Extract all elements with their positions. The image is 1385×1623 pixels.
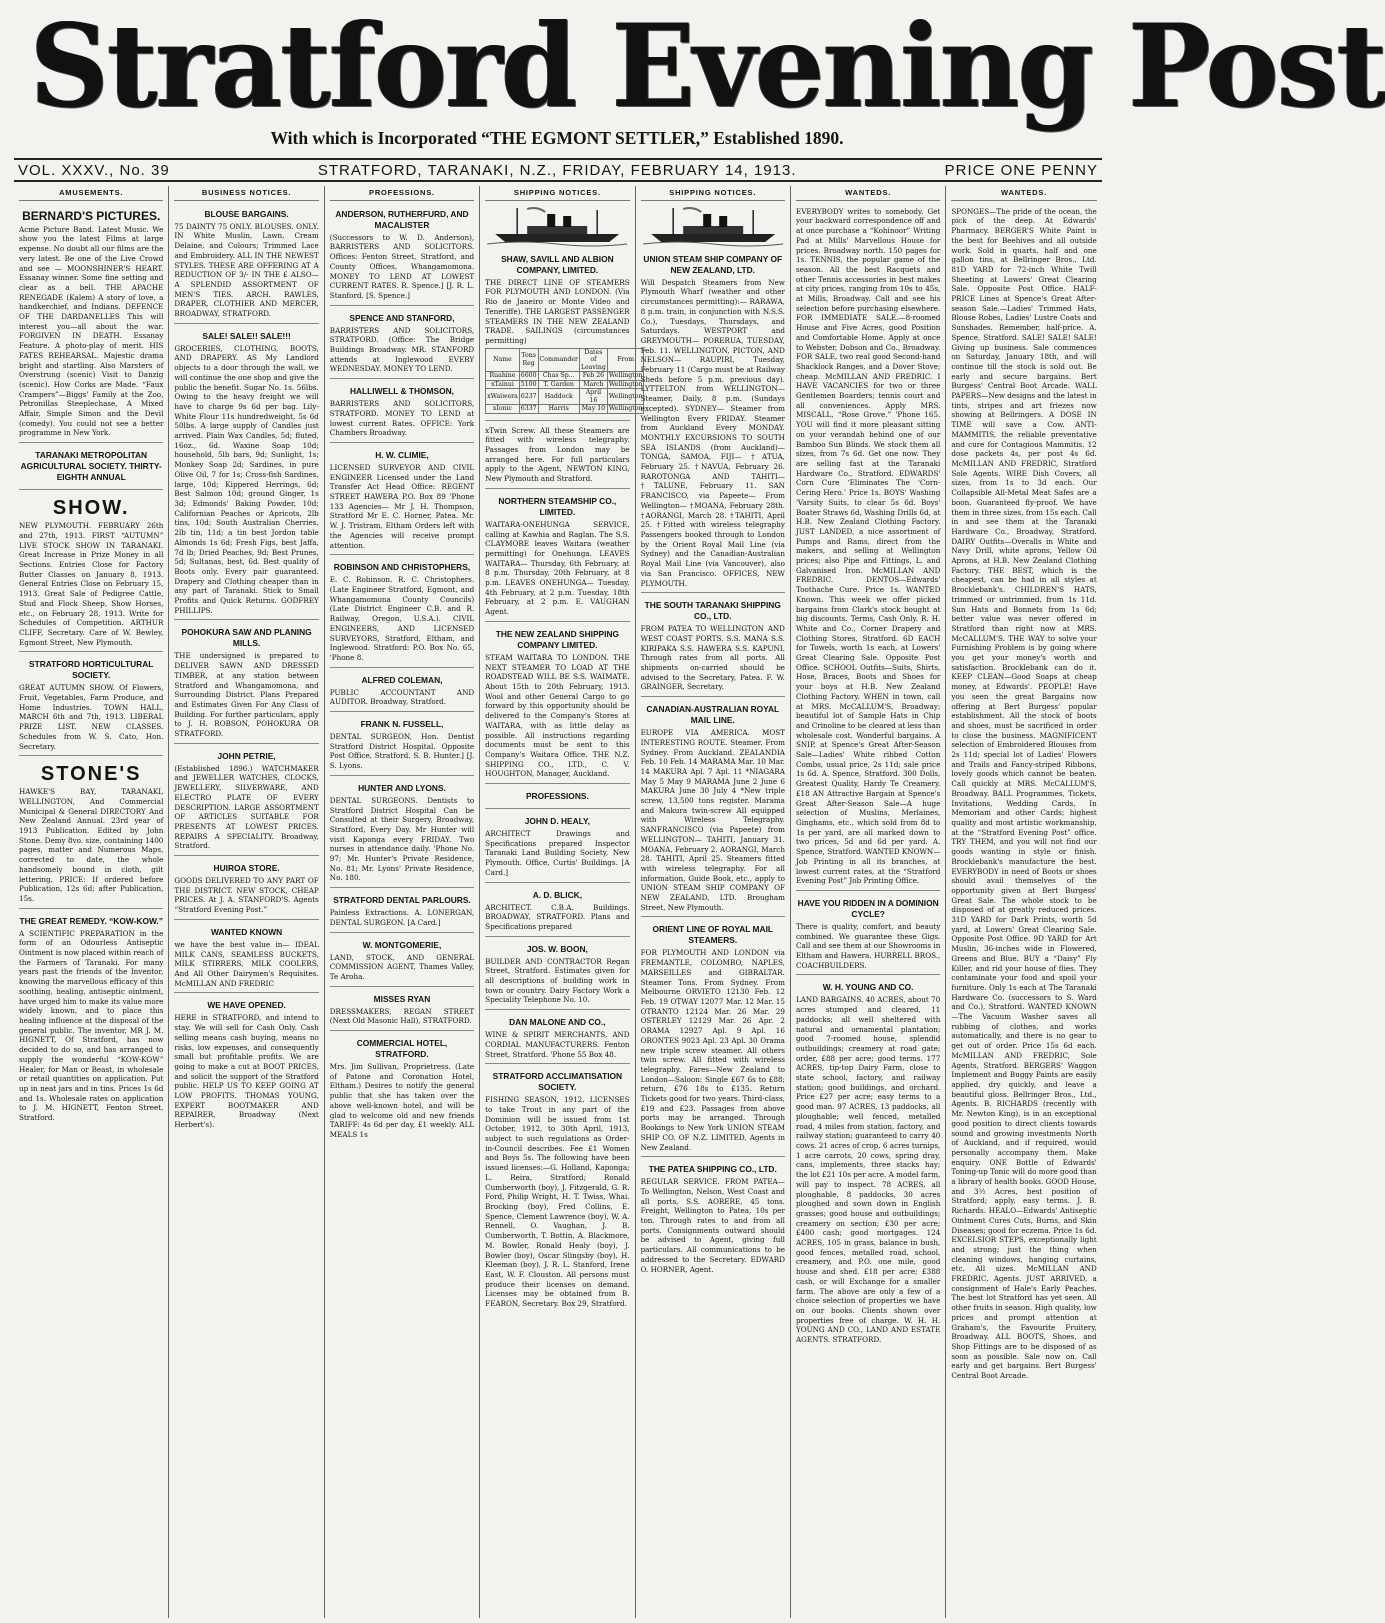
ad-title: UNION STEAM SHIP COMPANY OF NEW ZEALAND, LTD. <box>643 253 783 275</box>
ad-body: PUBLIC ACCOUNTANT AND AUDITOR. Broadway, Stratford. <box>329 687 475 707</box>
table-cell: Chas Sp... <box>538 372 579 381</box>
ad-title: COMMERCIAL HOTEL, STRATFORD. <box>356 1038 448 1060</box>
ad-body: xTwin Screw. All these Steamers are fitted with wireless telegraphy. Passages from London may be arranged here. For full particulars apply to the Agent, NEWTON KING, New Plymouth and Stratford. <box>485 425 630 484</box>
ad-title: WANTED KNOWN <box>210 926 283 937</box>
table-cell: Ruahine <box>486 372 520 381</box>
table-cell: Wellington <box>608 380 643 388</box>
ad-body: BARRISTERS AND SOLICITORS, STRATFORD. MONEY TO LEND at lowest current Rates. OFFICE: York Chambers Broadway. <box>329 399 475 438</box>
ad-body: HERE in STRATFORD, and intend to stay. We will sell for Cash Only. Cash selling means cash buying, means no risks, low expenses, and consequently small but profitable profits. We are going to make a cut at BOOT PRICES, and solicit the support of the Stratford public. HELP US TO KEEP GOING AT LOW PROFITS. THOMAS YOUNG, EXPERT BOOTMAKER AND REPAIRER, Broadway (Next Herbert's). <box>174 1013 319 1130</box>
table-cell: xWaiwera <box>486 389 520 405</box>
ad-body: (Established 1896.) WATCHMAKER and JEWELLER WATCHES, CLOCKS, JEWELLERY, SILVERWARE, AND ELECTRO PLATE OF EVERY DESCRIPTION. LARGE ASSORTMENT OF ARTICLES SUITABLE FOR PRESENTS AT LOWEST PRICES. REPAIRS A SPECIALITY. Broadway, Stratford. <box>174 763 319 851</box>
ad-title: TARANAKI METROPOLITAN AGRICULTURAL SOCIETY. THIRTY-EIGHTH ANNUAL <box>20 450 162 483</box>
steamship-illustration <box>485 204 629 246</box>
advertisement <box>19 445 163 490</box>
ad-title: STRATFORD HORTICULTURAL SOCIETY. <box>29 659 154 681</box>
advertisement <box>19 654 163 756</box>
ad-title: FRANK N. FUSSELL, <box>360 719 444 730</box>
ad-title: HUIROA STORE. <box>213 863 280 874</box>
column-heading: AMUSEMENTS. <box>19 186 163 201</box>
ad-title: HALLIWELL & THOMSON, <box>349 386 454 397</box>
ad-body: BUILDER AND CONTRACTOR Regan Street, Stratford. Estimates given for all descriptions of building work in town or country. Dairy Factory Work a Speciality Telephone No. 10. <box>485 956 630 1005</box>
table-cell: May 10 <box>579 405 607 414</box>
ad-body: Will Despatch Steamers from New Plymouth Wharf (weather and other circumstances permitting):— RARAWA, 8 p.m. train, in conjunction with N.S.S. Co.), Tuesdays, Thursdays, and Saturdays. WESTPORT and GREYMOUTH— PORERUA, TUESDAY, Feb. 11. WELLINGTON, PICTON, AND NELSON— RAUPIRI, Tuesday, February 11 (Cargo must be at Railway Sheds before 5 p.m. previous day). LYTTELTON from WELLINGTON— Steamer, Daily, 8 p.m. (Sundays excepted). SYDNEY— Steamer from Wellington Every FRIDAY. Steamer from Auckland Every MONDAY. MONTHLY EXCURSIONS TO SOUTH SEA ISLANDS (from Auckland)— TONGA, SAMOA, FIJI— †ATUA, February 25. †NAVUA, February 26. RAROTONGA AND TAHITI— †TALUNE, February 11. SAN FRANCISCO, via Papeete— From Wellington— †MOANA, February 28th. †AORANGI, March 28. †TAHITI, April 25. †Fitted with wireless telegraphy Passengers booked through to London by the Orient Royal Mail Line (via Sydney) and the Canadian-Australian Royal Mail Line (via Vancouver), also via San Francisco. OFFICES, NEW PLYMOUTH. <box>640 277 785 588</box>
table-cell: 6600 <box>520 372 537 380</box>
advertisement <box>641 595 785 697</box>
sailings-table <box>485 348 644 414</box>
table-header: Name <box>486 348 520 372</box>
column-heading: PROFESSIONS. <box>330 186 474 201</box>
table-cell: Wellington <box>608 372 643 380</box>
advertisement <box>174 995 318 1133</box>
ad-body: HAWKE'S BAY, TARANAKI, WELLINGTON, And Commercial Municipal & General DIRECTORY And New Zealand Annual. 23rd year of 1913 Publication. Edited by John Stone. Demy 8vo. size, containing 1400 pages, matter and Numerous Maps, corrected to date, the whole handsomely bound in cloth, gilt lettering. PRICE: If ordered before Publication, 12s 6d; after Publication, 15s. <box>19 787 164 903</box>
ad-body: There is quality, comfort, and beauty combined. We guarantee these Gigs. Call and see them at our Showrooms in Eltham and Hawera. HURRELL BROS., COACHBUILDERS. <box>795 921 941 970</box>
ad-title: THE GREAT REMEDY. “KOW-KOW.” <box>19 915 163 926</box>
column-6 <box>791 186 946 1618</box>
ad-body: we have the best value in— IDEAL MILK CANS, SEAMLESS BUCKETS, MILK STIRRERS, MILK COOLERS, And All Other Dairymen's Requisites. McMILLAN AND FREDRIC <box>174 939 319 988</box>
advertisement <box>330 890 474 932</box>
ad-body: WAITARA-ONEHUNGA SERVICE, calling at Kawhia and Raglan. The S.S. CLAYMORE leaves Waitara (weather permitting) for Onehunga. LEAVES WAITARA— Thursday, 6th February, at 8 p.m. Thursday, 20th February, at 8 p.m. LEAVES ONEHUNGA— Tuesday, 4th February, at 2 p.m. Tuesday, 18th February, at 2 p.m. E. VAUGHAN Agent. <box>485 519 630 617</box>
ad-title: ROBINSON AND CHRISTOPHERS, <box>333 562 471 573</box>
ad-body: E. C. Robinson. R. C. Christophers. (Late Engineer Stratford, Egmont, and Whangamomona County Councils) (Late District Engineer C.B. and R. Railway, Oregon, U.S.A.). CIVIL ENGINEERS, AND LICENSED SURVEYORS, Stratford, Eltham, and Inglewood. Stratford: P.O. Box No. 65, 'Phone 8. <box>329 575 475 662</box>
column-4 <box>480 186 643 1618</box>
ad-body: A SCIENTIFIC PREPARATION in the form of an Odourless Antiseptic Ointment is now placed within reach of the Farmers of Taranaki. For many years past the friends of the Inventor, knowing the marvellous efficacy of this soothing, healing, antiseptic ointment, have urged him to make its value more widely known, and to place this healing influence at the disposal of the general public. The inventor, MR J. M. HIGNETT, Of Stratford, has now decided to do so, and has arranged to supply the wonderful “KOW-KOW” Healer, for Man or Beast, in wholesale or retail quantities on application. Put up in neat jars and in tins. Prices 1s 6d and 1s. Wholesale rates on application to J. M. HIGNETT, Fenton Street, Stratford. <box>19 928 164 1123</box>
ad-body: REGULAR SERVICE. FROM PATEA— To Wellington, Nelson, West Coast and all ports, S.S. AORERE, 45 tons. Freight, Wellington to Patea, 10s per ton. Through rates to and from all ports. Consignments outward should be advised to Agent, giving full particulars. All communications to be addressed to the Secretary. EDWARD O. HORNER, Agent. <box>640 1177 785 1274</box>
column-heading: SHIPPING NOTICES. <box>485 186 629 201</box>
columns <box>14 186 1102 1618</box>
table-cell: Harris <box>538 405 579 414</box>
ad-body: Painless Extractions. A. LONERGAN, DENTAL SURGEON. [A Card.] <box>329 908 475 927</box>
advertisement <box>485 939 629 1011</box>
table-header: Commander <box>538 348 579 372</box>
table-cell: March <box>579 380 607 389</box>
ad-title: SHOW. <box>52 497 130 520</box>
advertisement <box>174 858 318 920</box>
table-cell: xTainui <box>486 380 520 389</box>
advertisement <box>174 204 318 324</box>
ad-body: Acme Picture Band. Latest Music. We show you the latest Films at large expense. No doubt all our films are the very latest. Be one of the Live Crowd and see — MOONSHINER'S HEART. Essanay winner. Some fine setting and clear as a bell. THE APACHE RENEGADE (Kalem) A story of love, a handkerchief, and Indians. DEFENCE OF THE DARDANELLES This will interest you—all about the war. FORGIVEN IN DEATH. Essanay Feature. A photo-play of merit. HIS FATES REHEARSAL. Majestic drama bright and startling. Also Marsters of Overstrung (scenic) Visit to Danzig (scenic). How Corks are Made. “Faux Crampers”—Biggs' Family at the Zoo, Petronillas Steeplechase, A Mixed Affair, Simple Simon and the Devil (comedy). You could not see a better programme in New York. <box>19 224 164 438</box>
ad-title: JOS. W. BOON, <box>526 943 588 954</box>
advertisement <box>330 989 474 1031</box>
ad-body: BARRISTERS AND SOLICITORS, STRATFORD. (Office: The Bridge Buildings Broadway. MR. STANFORD attends at Inglewood EVERY WEDNESDAY. MONEY TO LEND. <box>329 325 475 374</box>
ad-title: THE SOUTH TARANAKI SHIPPING CO., LTD. <box>644 600 781 622</box>
advertisement <box>485 491 629 622</box>
advertisement <box>330 308 474 380</box>
ad-title: H. W. CLIMIE, <box>375 449 429 460</box>
ad-body: ARCHITECT. C.B.A. Buildings. BROADWAY, STRATFORD. Plans and Specifications prepared <box>485 902 630 931</box>
ad-body: 75 DAINTY 75 ONLY. BLOUSES. ONLY. IN White Muslin, Lawn, Cream Delaine, and Colours; Trimmed Lace and Embroidery. ALL IN THE NEWEST STYLES. THESE ARE OFFERING AT A REDUCTION OF 3/- IN THE £ ALSO— A SPLENDID ASSORTMENT OF MEN'S TIES. ARCH. RAWLES, DRAPER, CLOTHIER AND MERCER, BROADWAY, STRATFORD. <box>174 221 319 319</box>
column-2 <box>169 186 324 1618</box>
ad-body: LAND BARGAINS. 40 ACRES, about 70 acres stumped and cleared, 11 paddocks; all well sheltered with natural and ornamental plantation; good 7-roomed house, splendid outbuildings; creamery at road gate; order, £88 per acre; good terms. 177 ACRES, tip-top Dairy Farm, close to state school, factory, and railway station; good buildings, and orchard. Price £27 per acre; easy terms to a good man. 97 ACRES, 13 paddocks, all ploughable; well fenced, metalled road, 4 miles from station, factory, and railway station; guaranteed to carry 40 cows. 21 acres of crop, 6 acres turnips, 1 acre carrots, 20 cows, spring dray, cans, implements, three stacks hay; the lot £21 10s per acre. A model farm, will pay to inspect. 78 ACRES, all ploughable, 8 paddocks, 30 acres ploughed and sown down in English grasses; good house and outbuildings; creamery on section; £30 per acre; £400 cash; good mortgages. 124 ACRES, 105 in grass, balance in bush, good fences, metalled road, school, creamery, and P.O. one mile, good house and shed. £18 per acre; £388 cash, or will Exchange for a smaller farm. The above are only a few of a choice selection of properties we have on our books. Clients shown over properties free of charge. W. H. H. YOUNG AND CO., LAND AND ESTATE AGENTS. STRATFORD. <box>795 995 941 1345</box>
advertisement <box>796 204 940 891</box>
price: PRICE ONE PENNY <box>944 161 1098 179</box>
table-cell: April 16 <box>579 389 607 405</box>
ad-body: FISHING SEASON, 1912. LICENSES to take Trout in any part of the Dominion will be issued from 1st October, 1912, to 30th April, 1913, subject to such regulations as Order-in-Council describes. Fee £1 Women and Boys 5s. The following have been issued licenses:—G. Holland, Kaponga; L. Reira, Stratford; Ronald Cumberworth (boy), J. Fitzgerald, G. R. Ford, Philip Wright, H. T. Twiss, Whai. Brocking (boy), Fred Collins, E. Spence, Clement Lawrence (boy), W. A. Rennell, O. Vaughan, J. B. Cumberworth, T. Bottin, A. Blackmore, M. Bowler, Ronald Healy (boy), J. Bowler (boy), Oscar Slingsby (boy), H. Kleeman (boy), J. R. L. Stanford, Irene East, W. F. Clouston. All persons must produce their licenses on demand. Licenses may be obtained from B. FEARON, Secretary. Box 29, Stratford. <box>485 1095 630 1309</box>
ad-body: ARCHITECT Drawings and Specifications prepared Inspector Taranaki Land Building Society, New Plymouth. Office, Curtis' Buildings. [A Card.] <box>485 829 630 877</box>
ad-title: ANDERSON, RUTHERFURD, AND MACALISTER <box>335 208 469 230</box>
advertisement <box>485 885 629 937</box>
ad-body: NEW PLYMOUTH. FEBRUARY 26th and 27th, 1913. FIRST “AUTUMN” LIVE STOCK SHOW IN TARANAKI. Great Increase in Prize Money in all Sections. Entries Close for Factory Butter Classes on January 8, 1913. General Entries Close on February 15, 1913. Great Sale of Pedigree Cattle, Stud and Flock Sheep, Show Horses, etc., on February 28, 1913. Write for Schedules of Competition. ARTHUR CLIFF, Secretary. Care of W. Bewley, Egmont Street, New Plymouth. <box>19 521 164 647</box>
ad-title: W. H. YOUNG AND CO. <box>822 982 914 993</box>
ad-body: DENTAL SURGEON, Hon. Dentist Stratford District Hospital. Opposite Post Office, Stratford. S. B. Hunter.] [J. S. Lyons. <box>329 732 475 771</box>
ad-body: FOR PLYMOUTH AND LONDON via FREMANTLE, COLOMBO, NAPLES, MARSEILLES and GIBRALTAR. Steamer Tons. From Sydney. From Melbourne ORVIETO 12130 Feb. 12 Feb. 19 OTWAY 12077 Mar. 12 Mar. 15 OTRANTO 12124 Mar. 26 Mar. 29 OSTERLEY 12129 Mar. 26 Apr. 2 ORAMA 12927 Apl. 9 Apl. 16 ORONTES 9023 Apl. 23 Apl. 30 Orama new triple screw steamer. All others twin screw. All fitted with wireless telegraphy. Fares—New Zealand to London—Saloon: Single £67 6s to £88; return, £76 18s to £135. Return Tickets good for two years. Third-class, £19 and £23. Passages from above ports may be arranged. Through Bookings to New York UNION STEAM SHIP CO. OF N.Z. LIMITED, Agents in New Zealand. <box>640 948 785 1152</box>
ad-title: JOHN D. HEALY, <box>524 816 591 827</box>
ad-body: GREAT AUTUMN SHOW. Of Flowers, Fruit, Vegetables, Farm Produce, and Home Industries. TOWN HALL, MARCH 6th and 7th, 1913. LIBERAL PRIZE LIST. NEW CLASSES. Schedules from W. S. Cato, Hon. Secretary. <box>19 683 164 751</box>
column-heading: WANTEDS. <box>951 186 1096 201</box>
advertisement <box>330 670 474 712</box>
advertisement <box>485 624 629 784</box>
advertisement <box>641 1159 785 1278</box>
advertisement <box>330 204 474 306</box>
advertisement <box>330 1033 474 1144</box>
ad-body: Mrs. Jim Sullivan, Proprietress. (Late of Patone and Coronation Hotel, Eltham.) Desires to notify the general public that she has taken over the above well-known hotel, and will be glad to welcome old and new friends TARIFF: 4s 6d per day, £1 weekly. ALL MEALS 1s <box>329 1062 475 1139</box>
table-row <box>486 389 644 405</box>
ad-body: STEAM WAITARA TO LONDON. THE NEXT STEAMER TO LOAD AT THE ROADSTEAD WILL BE S.S. WAIMATE. About 15th to 20th February, 1913. Wool and other General Cargo to go forward by this opportunity should be delivered to the Company's Stores at WAITARA, with as little delay as possible. All instructions regarding documents must be sent to this Company's Waitara Office. THE N.Z. SHIPPING CO., LTD., C. V. HOUGHTON, Manager, Auckland. <box>485 652 630 779</box>
ad-title: HAVE YOU RIDDEN IN A DOMINION CYCLE? <box>797 897 939 919</box>
advertisement <box>485 249 643 421</box>
column-heading: WANTEDS. <box>796 186 940 201</box>
advertisement <box>330 778 474 888</box>
advertisement <box>174 326 318 621</box>
ad-body: SPONGES—The pride of the ocean, the pick of the deep. At Edwards' Pharmacy. BERGER'S White Paint is the best for Beehives and all outside work. Sold in quarts, half and one gallon tins, at Bellringer Bros., Ltd. 81D YARD for 72-inch White Twill Sheeting at Lowers' Great Clearing Sale. Opposite Post Office. HALF-PRICE Lines at Spence's Great After-season Sale.—Ladies' Trimmed Hats, Blouse Robes, Ladies' Lustre Coats and Sunshades. Remember, half-price. A. Spence, Stratford. SALE! SALE! SALE! Giving up business. Sale commences on Saturday, January 18th, and will continue till the stock is sold out. Be early and secure bargains. Bert Burgess' Central Boot Arcade. WALL PAPERS—New designs and the latest in tints, stripes and art friezes now showing at Bellringers. A DOSE IN TIME will save a Cow. ANTI-MAMMITIS, the reliable preventative and cure for Contagious Mammitis. 12 dose packets 4s, per post 4s 6d. McMILLAN AND FREDRIC, Stratford Sole Agents. WIRE Dish Covers, all sizes, from 1s to 3d each. Our Collapsible All-Metal Meat Safes are a boon. Guaranteed fly-proof. We have them in three sizes, from 15s each. Call in and see them at the Taranaki Hardware Co., Broadway, Stratford. DAIRY Outfits—Overalls in White and Navy Drill, white aprons, Yellow Oil Aprons, at H.B. New Zealand Clothing Factory. THE BEST, which is the cheapest, can be had in all styles at Brocklebank's. CHILDREN'S HATS, trimmed or untrimmed, from 1s 11d. Sun Hats and Bonnets from 1s 6d; better value was never offered in Stratford than right now at MRS. McCALLUM'S. THE WAY to solve your Furnishing Problem is by going where you get your money's worth and satisfaction. Brocklebank can do it. KEEP CLEAN—Good Soaps at cheap money, at Edwards'. PEOPLE! Have you seen the great Bargains now offering at Bert Burgess' popular establishment. All the stock of boots and shoes, must be sacrificed in order to close the business. MAGNIFICENT selection of Embroidered Blouses from 2s 11d; special lot of Ladies' Flowers and Trails and Fancy-striped Ribbons, lovely goods which cannot be beaten. Call quickly at MRS. McCALLUM'S, Broadway. BALL Programmes, Tickets, Invitations, Wedding Cards, In Memoriam and other Cards; highest quality and most artistic workmanship, at the “Stratford Evening Post” office. TRY THEM, and you will not find our goods wanting in style or finish. Brocklebank's manufacture the best. EVERYBODY in need of Boots or shoes should avail themselves of the opportunity given at Bert Burgess' Great Sale. The whole stock to be disposed of at greatly reduced prices. 31D YARD for Dark Prints, worth 5d yard, at Lowers' Great Clearing Sale. Opposite Post Office. 9D YARD for Art Muslin, 36-inches wide in Flowered, Greens and Blue. BUY a “Daisy” Fly Killer, and rid your house of flies. They contaminate your food and spoil your furniture. Only 1s each at The Taranaki Hardware Co. (successors to S. Ward and Co.), Stratford. WANTED KNOWN—The Vacuum Washer saves all rubbing of clothes, and works automatically, and there is no gear to get out of order. Price 15s 6d each. McMILLAN AND FREDRIC, Sole Agents, Stratford. BERGERS' Waggon Implement and Buggy Paints are easily applied, dry quickly, and leave a beautiful gloss. Bellringer Bros., Ltd., Agents. B. RICHARDS (recently with Mr. Newton King), is in an exceptional good position to direct clients towards sound and growing investments North of Auckland, and if required, would personally accompany them. Make enquiry. ONE Bottle of Edwards' Toning-up Tonic will do more good than a library of health books. GOOD House, and 3½ Acres, best position of Stratford; apply, easy terms. J. B. Richards. HEALO—Edwards' Antiseptic Ointment Cures Cuts, Burns, and Skin Diseases; good for eczema. Price 1s 6d. EXCELSIOR STEPS, exceptionally light and strong; just the thing when cleaning windows, hanging curtains, etc. All sizes. McMILLAN AND FREDRIC, Agents. JUST ARRIVED, a consignment of Hale's Early Peaches. The best lot Stratford has yet seen. All other fruits in season. High quality, low prices and prompt attention at Graham's, the Favourite Fruitery, Broadway. ALL BOOTS, Shoes, and Shop Fittings are to be disposed of as soon as possible. Sale now on. Call early and get bargains. Bert Burgess' Central Boot Arcade. <box>951 206 1097 1381</box>
ad-body: THE DIRECT LINE OF STEAMERS FOR PLYMOUTH AND LONDON. (Via Rio de Janeiro or Monte Video and Teneriffe). THE LARGEST PASSENGER STEAMERS IN THE NEW ZEALAND TRADE. SAILINGS (circumstances permitting) <box>485 277 630 345</box>
table-cell: Haddock <box>538 389 579 405</box>
advertisement <box>796 893 940 976</box>
ad-body: EVERYBODY writes to somebody. Get your backward correspondence off and at once purchase a “Kohinoor” Writing Pad at Mills' Marvellous House for prices. Broadway north. 150 pages for 1s. TENNIS, the popular game of the season. All the best Racquets and other Tennis accessories in best makes at city prices, ranging from 10s to 45s, at Mills, Broadway. Call and see his selection before purchasing elsewhere. FOR IMMEDIATE SALE.—8-roomed House and Five Acres, good Position and Comfortable Home. Apply at once to Webster, Dobson and Co., Broadway. FOR SALE, two real good Second-hand Shacklock Ranges, and a Dover Stove; cheap. McMILLAN AND FREDRIC. I HAVE VACANCIES for two or three Gentlemen Boarders; tennis court and all conveniences. Apply MRS. MISCALL, “Rose Grove.” 'Phone 165. YOU will find it more pleasant sitting on your verandah behind one of our Bamboo Sun Blinds. We stock them all sizes, from 7s 6d. Get one now. They are selling fast at the Taranaki Hardware Co., Stratford. EDWARDS' Corn Cure ‘Eliminates The ‘Corn-Cering Hero.’ Price 1s. BOYS' Washing 'Varsity Suits, to clear 5s 6d. Boys' Boater Straws 6d, Washing Drills 6d, at H.B. New Zealand Clothing Factory. JUST LANDED, a nice assortment of Pumps and Rams, direct from the makers, and selling at Wellington prices; also Pipe and Fittings, L. and Galvanised Iron. McMILLAN AND FREDRIC. DENTOS—Edwards' Toothache Cure. Price 1s. WANTED Known. This week we offer picked bargains from Clark's stock bought at big discounts. Terms, Cash Only. R. H. White and Co., Corner Drapery and Clothing Stores, Stratford. 6D EACH for Towels, worth 1s each, at Lowers' Great Clearing Sale. Opposite Post Office. SCHOOL Outfits—Suits, Shirts, Hose, Braces, Boots and Shoes for your boys at H.B. New Zealand Clothing Factory. WHEN in town, call at MRS. McCALLUM'S, Broadway; beautiful lot of Sample Hats in Chip and Crinoline to be cleared at less than wholesale cost. Wonderful bargains. A SNIP, at Spence's Great After-Season Sale—Ladies' White ribbed Cotton Combs, usual price, 2s 11d; sale price 1s 6d. A. Spence, Stratford. 300 Dolls, Greatest Quality, Hardy Te Creamery. £18 AN Attractive Bargain at Spence's Great After-Season Sale—A huge selection of Muslins, Merlaines, Ginghams, etc., which sold from 8d to 1s per yard, are all marked down to two prices, 5d and 6d per yard. A. Spence, Stratford. WANTED KNOWN—Job Printing in all its branches, at lowest current rates, at the “Stratford Evening Post” Job Printing Office. <box>795 206 941 886</box>
advertisement <box>330 381 474 443</box>
table-cell: 6337 <box>520 405 537 413</box>
advertisement <box>174 746 318 856</box>
advertisement <box>951 204 1096 1385</box>
ad-title: THE PATEA SHIPPING CO., LTD. <box>648 1164 777 1175</box>
advertisement <box>641 699 785 917</box>
ad-body: DRESSMAKERS, REGAN STREET (Next Old Masonic Hall), STRATFORD. <box>329 1006 475 1026</box>
advertisement <box>485 1012 629 1064</box>
column-heading: BUSINESS NOTICES. <box>174 186 318 201</box>
advertisement <box>641 919 785 1157</box>
advertisement <box>485 786 629 809</box>
ad-title: SPENCE AND STANFORD, <box>349 312 455 323</box>
table-cell: Wellington <box>608 405 643 413</box>
table-cell: Feb 26 <box>579 372 607 381</box>
ad-title: PROFESSIONS. <box>525 791 589 802</box>
advertisement <box>19 204 163 443</box>
advertisement <box>485 1066 629 1312</box>
ad-title: BLOUSE BARGAINS. <box>204 208 289 219</box>
advertisement <box>19 492 163 652</box>
ad-title: POHOKURA SAW AND PLANING MILLS. <box>181 627 312 649</box>
ad-title: WE HAVE OPENED. <box>207 1000 286 1011</box>
advertisement <box>330 714 474 776</box>
advertisement <box>19 911 163 1127</box>
table-header: Dates of Leaving <box>580 348 606 371</box>
advertisement <box>19 758 163 908</box>
ad-title: DAN MALONE AND CO., <box>509 1017 606 1028</box>
masthead-title: Stratford Evening Post <box>29 0 1385 133</box>
advertisement <box>330 557 474 667</box>
ad-title: STRATFORD DENTAL PARLOURS. <box>333 895 471 906</box>
ad-body: DENTAL SURGEONS. Dentists to Stratford District Hospital Can be Consulted at their Surgery, Broadway, Stratford, Every Day. Mr Hunter will visit Kaponga every FRIDAY. Two nurses in attendance daily. 'Phone No. 97; Mr. Hunter's Private Residence, No. 81; Mr. Lyons' Private Residence, No. 180. <box>329 795 475 883</box>
column-7 <box>946 186 1101 1618</box>
ad-body: LAND, STOCK, AND GENERAL COMMISSION AGENT, Thames Valley, Te Aroha. <box>329 952 475 981</box>
ad-body: GROCERIES, CLOTHING, BOOTS, AND DRAPERY. AS My Landlord objects to a door through the wall, we will continue the one shop and give the public the benefit. Sugar No. 1s. 56lbs. Owing to the heavy freight we will have to charge 9s 6d per bag. Lily-White Flour 11s hundredweight, 5s 6d 50lbs. A large supply of Candles just arrived. Plain Wax Candles, 5d; fluted, 16oz., 6d. Waxine Soap 10d; household, 5lb bars, 9d; Sunlight, 1s; Monkey Soap 2d; Sardines, in pure Olive Oil, 7 for 1s; Cross-fish Sardines, large, 10d; Kippered Herrings, 6d; Best Salmon 10d; ground Ginger, 1s 3d; Edmonds' Baking Powder, 10d; Californian Peaches or Apricots, 2lb tins, 10d; South Australian Cherries, 2lb tin, 11d; a tin best Jordon table Almonds 1s 6d; Fresh Figs, best Jaffa, 7d lb; Dried Peaches, 9d; Best Prunes, 5d; Sultanas, best, 6d. Best quality of Boots only. Every pair guaranteed. Drapery and Clothing cheaper than in any part of Taranaki. Stick to Small Profits and Quick Returns. GODFREY PHILLIPS. <box>174 343 319 615</box>
ad-title: A. D. BLICK, <box>532 889 583 900</box>
ad-title: MISSES RYAN <box>373 993 431 1004</box>
table-header: Tons Reg <box>519 348 538 372</box>
advertisement <box>641 249 785 594</box>
volume-number: VOL. XXXV., No. 39 <box>18 161 170 179</box>
ad-title: CANADIAN-AUSTRALIAN ROYAL MAIL LINE. <box>646 704 780 726</box>
advertisement <box>330 935 474 987</box>
advertisement <box>174 622 318 743</box>
ad-title: SALE! SALE!! SALE!!! <box>202 330 291 341</box>
table-cell: 5100 <box>520 380 537 388</box>
ad-body: GOODS DELIVERED TO ANY PART OF THE DISTRICT. NEW STOCK, CHEAP PRICES. At J. A. STANFORD'S. Agents “Stratford Evening Post.” <box>174 876 319 915</box>
ad-title: STONE'S <box>40 763 142 786</box>
table-cell: Wellington <box>607 389 644 405</box>
ad-body: WINE & SPIRIT MERCHANTS, AND CORDIAL MANUFACTURERS. Fenton Street, Stratford. 'Phone 55 Box 48. <box>485 1030 630 1059</box>
column-1 <box>14 186 169 1618</box>
advertisement <box>796 977 940 1348</box>
steamship-illustration <box>641 204 785 246</box>
ad-title: JOHN PETRIE, <box>217 750 276 761</box>
advertisement <box>485 811 629 883</box>
ad-title: STRATFORD ACCLIMATISATION SOCIETY. <box>492 1071 623 1093</box>
table-row <box>486 372 644 381</box>
ad-title: THE NEW ZEALAND SHIPPING COMPANY LIMITED. <box>495 628 620 650</box>
column-3 <box>325 186 480 1618</box>
ad-body: FROM PATEA TO WELLINGTON AND WEST COAST PORTS. S.S. MANA S.S. KIRIPAKA S.S. HAWERA S.S. KAPUNI. Through rates from all ports. All shipments on-carried should be advised to the Secretary, Patea. F. W. GRAINGER, Secretary. <box>640 624 785 692</box>
dateline <box>14 158 1102 182</box>
ad-title: W. MONTGOMERIE, <box>362 939 442 950</box>
ad-body: (Successors to W. D. Anderson), BARRISTERS AND SOLICITORS. Offices: Fenton Street, Stratford, and County Offices, Whangamomona. MONEY TO LEND AT LOWEST CURRENT RATES. R. Spence.] [J. R. L. Stanford. [S. Spence.] <box>329 232 475 300</box>
ad-title: ALFRED COLEMAN, <box>361 674 443 685</box>
ad-title: BERNARD'S PICTURES. <box>22 208 161 223</box>
column-heading: SHIPPING NOTICES. <box>641 186 785 201</box>
table-cell: xIonic <box>486 405 520 414</box>
ad-title: ORIENT LINE OF ROYAL MAIL STEAMERS. <box>652 924 774 946</box>
advertisement <box>330 445 474 555</box>
ad-body: LICENSED SURVEYOR AND CIVIL ENGINEER Licensed under the Land Transfer Act Head Office: REGENT STREET HAWERA P.O. Box 89 'Phone 133 Agencies— Mr J. H. Thompson, Stratford Mr E. C. Horner, Patea. Mr. W. J. Tristram, Eltham Orders left with the Agencies will receive prompt attention. <box>329 462 475 550</box>
place-date: STRATFORD, TARANAKI, N.Z., FRIDAY, FEBRUARY 14, 1913. <box>317 161 797 179</box>
ad-title: NORTHERN STEAMSHIP CO., LIMITED. <box>498 495 617 517</box>
ad-title: HUNTER AND LYONS. <box>358 782 446 793</box>
table-cell: T. Garden <box>538 380 579 389</box>
table-cell: 6237 <box>519 389 538 405</box>
table-row <box>486 380 644 389</box>
ad-body: EUROPE VIA AMERICA. MOST INTERESTING ROUTE. Steamer. From Sydney. From Auckland. ZEALANDIA Feb. 10 Feb. 14 MARAMA Mar. 10 Mar. 14 MAKURA Apl. 7 Apl. 11 *NIAGARA May 5 May 9 MARAMA June 2 June 6 MAKURA June 30 July 4 *New triple screw, 13,500 tons register. Marama and Makura twin-screw All equipped with Wireless Telegraphy. SANFRANCISCO (via Papeete) from WELLINGTON— TAHITI, January 31. MOANA, February 2. AORANGI, March 28. TAHITI, April 25. Steamers fitted with wireless telegraphy. For all information, Guide Book, etc., apply to UNION STEAM SHIP COMPANY OF NEW ZEALAND, LTD. Brougham Street, New Plymouth. <box>640 728 785 912</box>
advertisement <box>485 423 629 489</box>
ad-title: SHAW, SAVILL AND ALBION COMPANY, LIMITED. <box>501 253 614 275</box>
column-5 <box>636 186 791 1618</box>
ad-body: THE undersigned is prepared to DELIVER SAWN AND DRESSED TIMBER, at any station between Stratford and Whangamomona, and Surrounding District. Plans Prepared and Estimates Given For Any Class of Building. For further particulars, apply to J. H. ROBSON, POHOKURA OR STRATFORD. <box>174 651 319 739</box>
incorporated-line: With which is Incorporated “THE EGMONT SETTLER,” Established 1890. <box>270 128 844 148</box>
advertisement <box>174 922 318 994</box>
table-row <box>486 405 644 414</box>
table-header: From <box>607 348 644 372</box>
